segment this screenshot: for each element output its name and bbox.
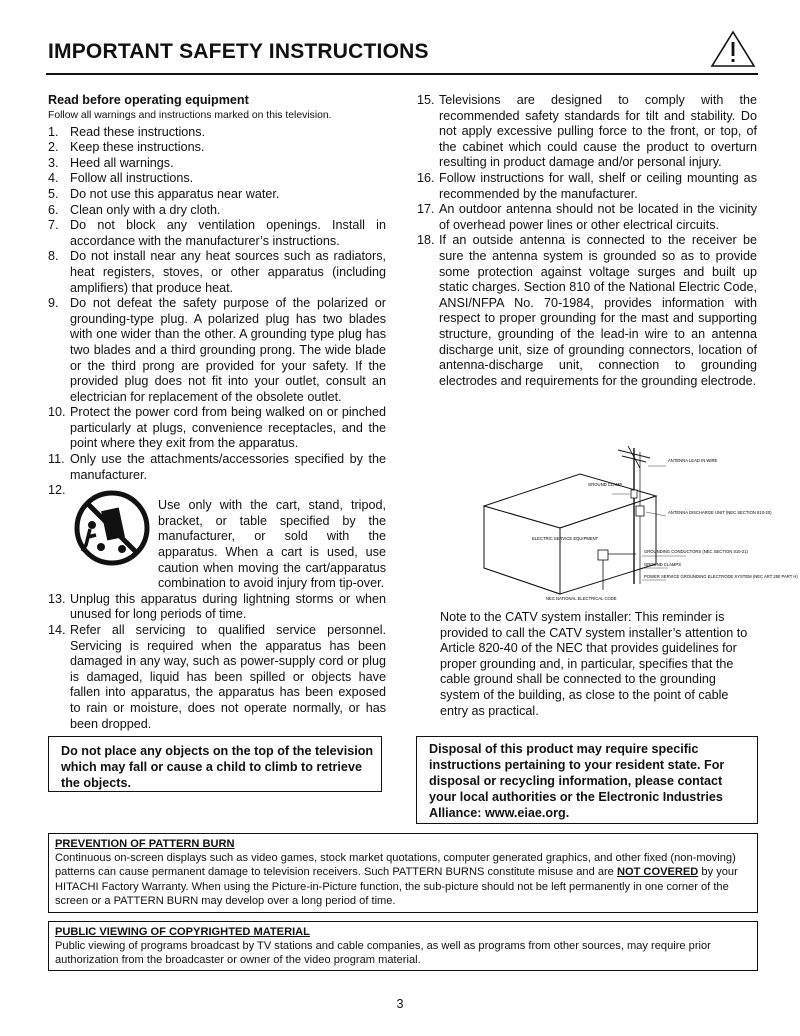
- pattern-burn-text-a: Continuous on-screen displays such as video games, stock market quotations, computer generated graphics, and other fixed (non-moving) patterns can cause permanent damage to television receivers. Such PATTERN BURNS constitute misuse and are: [55, 852, 736, 879]
- item-text: Protect the power cord from being walked on or pinched particularly at plugs, convenience receptacles, and the point where they exit from the apparatus.: [70, 405, 386, 451]
- warning-triangle-icon: [710, 30, 756, 68]
- item-number: 10.: [48, 405, 66, 420]
- list-item: [48, 405, 386, 452]
- not-covered-emphasis: NOT COVERED: [616, 866, 699, 879]
- list-item: [48, 125, 386, 141]
- label-service-equipment: ELECTRIC SERVICE EQUIPMENT: [532, 536, 599, 541]
- label-nec: NEC NATIONAL ELECTRICAL CODE: [546, 596, 617, 601]
- item-text: Do not block any ventilation openings. Install in accordance with the manufacturer’s instructions.: [70, 218, 386, 248]
- label-discharge-unit: ANTENNA DISCHARGE UNIT (NEC SECTION 810-20): [668, 510, 772, 515]
- list-item-cart: [48, 483, 386, 592]
- instructions-list-right: [417, 93, 757, 389]
- pattern-burn-text: [55, 851, 751, 908]
- item-number: 7.: [48, 218, 59, 233]
- label-ground-clamp: GROUND CLAMP: [588, 482, 623, 487]
- instructions-list: [48, 125, 386, 484]
- item-number: 6.: [48, 202, 59, 217]
- item-text: Do not defeat the safety purpose of the polarized or grounding-type plug. A polarized plug has two blades with one wider than the other. A grounding type plug has two blades and a third grounding prong. The wide blade or the third prong are provided for your safety. If the provided plug does not fit into your outlet, consult an electrician for replacement of the obsolete outlet.: [70, 296, 386, 404]
- list-item: [417, 202, 757, 233]
- copyright-text: Public viewing of programs broadcast by TV stations and cable companies, as well as programs from other sources, may require prior authorization from the broadcaster or owner of the video program material.: [55, 940, 711, 967]
- list-item: [48, 171, 386, 187]
- right-column: [417, 93, 757, 389]
- item-number: 18.: [417, 233, 435, 248]
- item-number: 9.: [48, 296, 59, 311]
- left-column: [48, 93, 386, 732]
- item-text: Follow all instructions.: [70, 171, 194, 186]
- item-text: Do not use this apparatus near water.: [70, 186, 280, 201]
- antenna-grounding-diagram: [480, 444, 798, 604]
- item-number: 2.: [48, 140, 59, 155]
- item-text: Clean only with a dry cloth.: [70, 202, 221, 217]
- left-subheading: Follow all warnings and instructions marked on this television.: [48, 109, 332, 121]
- list-item: [48, 156, 386, 172]
- item-text: Use only with the cart, stand, tripod, bracket, or table specified by the manufacturer, or sold with the apparatus. When a cart is used, use caution when moving the cart/apparatus combination to avoid injury from tip-over.: [158, 498, 386, 591]
- item-number: 4.: [48, 171, 59, 186]
- list-item: [48, 218, 386, 249]
- label-electrode-system: POWER SERVICE GROUNDING ELECTRODE SYSTEM (NEC ART 250 PART H): [644, 574, 798, 579]
- item-text: Televisions are designed to comply with the recommended safety standards for tilt and stability. Do not apply excessive pulling force to the front, or top, of the cabinet which could cause the product to overturn resulting in product damage and/or personal injury.: [439, 93, 757, 170]
- copyright-heading: PUBLIC VIEWING OF COPYRIGHTED MATERIAL: [55, 926, 310, 938]
- page-title: IMPORTANT SAFETY INSTRUCTIONS: [48, 40, 429, 63]
- item-number: 11.: [48, 452, 65, 467]
- item-text: Follow instructions for wall, shelf or ceiling mounting as recommended by the manufacturer.: [439, 170, 757, 201]
- cart-warning-icon: [70, 489, 158, 567]
- item-text: Heed all warnings.: [70, 155, 174, 170]
- item-text: Do not install near any heat sources such as radiators, heat registers, stoves, or other apparatus (including amplifiers) that produce heat.: [70, 249, 386, 295]
- item-text: Refer all servicing to qualified service personnel. Servicing is required when the apparatus has been damaged in any way, such as power-supply cord or plug is damaged, liquid has been spilled or objects have fallen into apparatus, the apparatus has been exposed to rain or moisture, does not operate normally, or has been dropped.: [70, 623, 386, 731]
- list-item: [417, 93, 757, 171]
- list-item: [48, 187, 386, 203]
- list-item: [48, 452, 386, 483]
- list-item: [417, 233, 757, 389]
- pattern-burn-text-c: by your HITACHI Factory Warranty. When using the Picture-in-Picture function, the sub-picture should not be left permanently in one corner of the screen or a PATTERN BURN may develop over a long period of time.: [55, 866, 738, 907]
- label-lead-in: ANTENNA LEAD IN WIRE: [668, 458, 718, 463]
- list-item: [48, 296, 386, 405]
- item-text: Unplug this apparatus during lightning storms or when unused for long periods of time.: [70, 591, 386, 622]
- item-number: 13.: [48, 591, 66, 606]
- item-text: Keep these instructions.: [70, 140, 205, 155]
- page-number: 3: [396, 997, 404, 1011]
- instructions-list-continued: [48, 592, 386, 732]
- item-number: 8.: [48, 249, 59, 264]
- left-heading: Read before operating equipment: [48, 93, 249, 107]
- child-warning-box: Do not place any objects on the top of the television which may fall or cause a child to climb to retrieve the objects.: [48, 736, 382, 792]
- item-number: 12.: [48, 483, 66, 498]
- pattern-burn-panel: [48, 833, 758, 913]
- label-grounding-conductors: GROUNDING CONDUCTORS (NEC SECTION 810-21): [644, 549, 748, 554]
- catv-note: Note to the CATV system installer: This reminder is provided to call the CATV system installer’s attention to Article 820-40 of the NEC that provides guidelines for proper grounding and, in particular, specifies that the cable ground shall be connected to the grounding system of the building, as close to the point of cable entry as practical.: [440, 610, 748, 718]
- item-number: 3.: [48, 155, 59, 170]
- item-text: If an outside antenna is connected to the receiver be sure the antenna system is grounded so as to provide some protection against voltage surges and built up static charges. Section 810 of the National Electric Code, ANSI/NFPA No. 70-1984, provides information with respect to proper grounding for the mast and supporting structure, grounding of the lead-in wire to an antenna discharge unit, size of grounding connectors, location of antenna-discharge unit, connection to grounding electrodes and requirements for the grounding electrode.: [439, 233, 757, 388]
- label-ground-clamps: GROUND CLAMPS: [644, 562, 681, 567]
- item-number: 15.: [417, 93, 435, 107]
- item-text: An outdoor antenna should not be located in the vicinity of overhead power lines or other electrical circuits.: [439, 202, 757, 232]
- list-item: [417, 171, 757, 202]
- title-rule: [46, 73, 758, 75]
- item-number: 1.: [48, 124, 59, 139]
- copyright-panel: [48, 921, 758, 971]
- list-item: [48, 140, 386, 156]
- list-item: [48, 623, 386, 732]
- item-text: Read these instructions.: [70, 124, 206, 139]
- list-item: [48, 203, 386, 219]
- item-number: 5.: [48, 186, 59, 201]
- item-text: Only use the attachments/accessories specified by the manufacturer.: [70, 452, 386, 482]
- pattern-burn-heading: PREVENTION OF PATTERN BURN: [55, 838, 235, 850]
- disposal-box: Disposal of this product may require specific instructions pertaining to your resident state. For disposal or recycling information, please contact your local authorities or the Electronic Industries Alliance: www.eiae.org.: [416, 736, 758, 824]
- item-number: 16.: [417, 170, 435, 185]
- list-item: [48, 592, 386, 623]
- item-number: 14.: [48, 623, 66, 637]
- list-item: [48, 249, 386, 296]
- item-number: 17.: [417, 202, 435, 217]
